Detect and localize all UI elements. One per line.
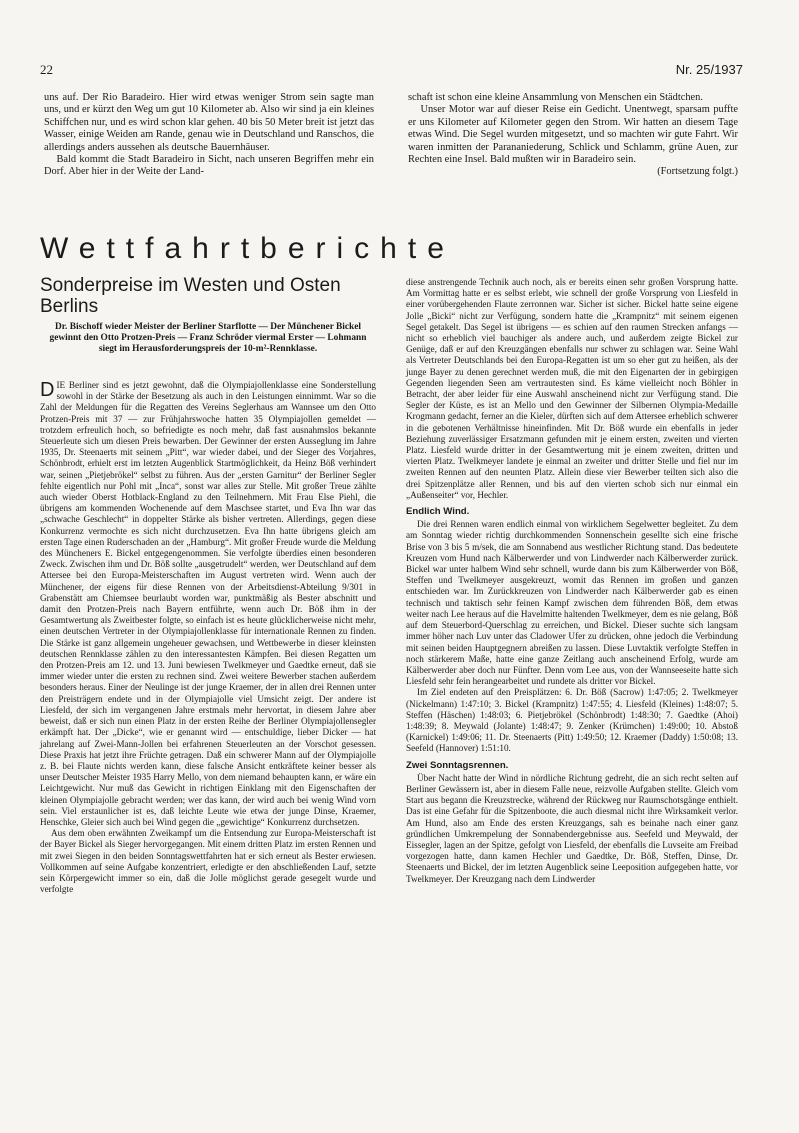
subheading-sonntagsrennen: Zwei Sonntagsrennen. <box>406 759 509 771</box>
article-lead: Dr. Bischoff wieder Meister der Berliner Starflotte — Der Münchener Bickel gewinnt den Otto Protzen-Preis — Franz Schröder viermal Erster — Lohmann siegt im Herausforderungspreis der 10-m²-Rennklasse. <box>49 322 367 355</box>
article-paragraph <box>40 380 376 828</box>
continued-right-paragraph: Unser Motor war auf dieser Reise ein Gedicht. Unentwegt, sparsam puffte er uns Kilometer auf Kilometer gegen den Strom. Wir hatten an diesem Tage etwas Wind. Die Segel wurden mitgesetzt, und so machten wir gute Fahrt. Wir waren inmitten der Parananiederung, Schlick und Schlamm, grüne Auen, zur Rechten eine Insel. Bald mußten wir in Baradeiro sein. <box>408 104 738 166</box>
article-paragraph: diese anstrengende Technik auch noch, als er bereits einen sehr großen Vorsprung hatte. Am Vormittag hatte er es selbst erlebt, wie schnell der große Vorsprung von Liesfeld in einer vorübergehenden Flaute zerronnen war. Sicher ist sicher. Bickel hatte seine eigene Jolle „Bicki“ nicht zur Verfügung, sondern hatte die „Krampnitz“ mit seinem eigenen Segel getakelt. Das Segel ist übrigens — es schien auf den raumen Strecken anfangs — nicht so erheblich viel bauchiger als andere auch, und außerdem zeigte Bickel zur Genüge, daß er auf den Kreuzgängen ebenfalls nur schwer zu schlagen war. Seine Wahl als Vertreter Deutschlands bei den Europa-Regatten ist um so eher gut zu heißen, als der junge Bayer zu denen gerechnet werden muß, die mit den Eigenarten der in gebirgigen Gegenden liegenden Seen am vertrautesten sind. Es käme vielleicht noch Böhler in Betracht, der aber leider für eine Auswahl anscheinend nicht zur Verfügung stand. Die Segler der Küste, es ist an Mello und den Gewinner der Silbernen Olympia-Medaille Krogmann gedacht, ferner an die Kieler, dürften sich auf dem Attersee erheblich schwerer in die gebotenen Verhältnisse hineinfinden. Mit Dr. Böß wurde ein ebenfalls in jeder Beziehung zuverlässiger Ersatzmann gefunden mit je einem ersten, zweiten und vierten Platz. Liesfeld wurde dritter in der Gesamtwertung mit je einem zweiten, dritten und vierten Platz. Twelkmeyer landete je einmal an zweiter und dritter Stelle und fiel nur im zweiten Rennen auf den neunten Platz. Allein diese vier Bewerber teilten sich also die drei Spitzenplätze aller Rennen, und bis auf den vierten schob sich nur einmal ein „Außenseiter“ vor, Hechler. <box>406 277 738 500</box>
subheading-endlich-wind: Endlich Wind. <box>406 506 470 518</box>
continued-right-paragraph: schaft ist schon eine kleine Ansammlung von Menschen ein Städtchen. <box>408 92 703 103</box>
continued-left-column <box>44 92 374 179</box>
article-paragraph: Die drei Rennen waren endlich einmal von wirklichem Segelwetter begleitet. Zu dem am Sonntag wieder richtig durchkommenden Sonnenschein gesellte sich eine frische Brise von 3 bis 5 m/sek, die am Sonnabend aus westlicher Richtung stand. Das bedeutete Kreuzen vom Hund nach Kälberwerder und von Lindwerder nach Kälberwerder zurück. Bickel war unter halbem Wind sehr schnell, wurde dann bis zum Kälberwerder von Böß, Steffen und Twelkmeyer ausgekreuzt, womit das Rennen im großen und ganzen entschieden war. Im Zurückkreuzen von Lindwerder nach Kälberwerder gab es einen technisch und taktisch sehr feinen Kampf zwischen dem führenden Böß, dem etwas weiter nach Lee heraus auf die Havelmitte haltenden Twelkmeyer, dem es nie gelang, Böß auf dem Steuerbord-Querschlag zu erreichen, und Bickel. Dieser suchte sich langsam immer höher nach Luv unter das Cladower Ufer zu drücken, ohne jedoch die Verbindung mit seinen beiden Hauptgegnern abreißen zu lassen. Diese Luvtaktik verfolgte Steffen in noch stärkerem Maße, hatte eine ganze Zeitlang auch anscheinend Erfolg, wurde am Kälberwerder aber doch nur Fünfter. Denn vom Lee aus, von der Wannseeseite hatte sich Liesfeld sehr fein herangearbeitet und rundete als dritter vor Bickel. <box>406 519 738 687</box>
results-paragraph: Im Ziel endeten auf den Preisplätzen: 6. Dr. Böß (Sacrow) 1:47:05; 2. Twelkmeyer (Nickelmann) 1:47:10; 3. Bickel (Krampnitz) 1:47:55; 4. Liesfeld (Kleines) 1:48:07; 5. Steffen (Häschen) 1:48:03; 6. Pietjebrökel (Schönbrodt) 1:48:30; 7. Gaedtke (Ahoi) 1:48:39; 8. Meywald (Jolante) 1:48:47; 9. Zenker (Krümchen) 1:49:00; 10. Abstoß (Karnickel) 1:49:06; 11. Dr. Steenaerts (Pitt) 1:49:50; 12. Kraemer (Daddy) 1:50:08; 13. Seefeld (Hannover) 1:51:10. <box>406 687 738 754</box>
article-paragraph: Über Nacht hatte der Wind in nördliche Richtung gedreht, die an sich recht selten auf Berliner Gewässern ist, aber in diesem Falle neue, reizvolle Aufgaben stellte. Gleich vom Start aus begann die Kreuzstrecke, während der Rückweg nur Raumschotsgänge enthielt. Das ist eine Gefahr für die Spitzenboote, die auch diesmal nicht ihre Wirksamkeit verlor. Am Hund, also am Ende des ersten Kreuzgangs, sah es beinahe nach einer ganz gründlichen Umkrempelung der Sonnabendergebnisse aus. Seefeld und Meywald, der Eissegler, lagen an der Spitze, gefolgt von Liesfeld, der ebenfalls die Luvseite am Freibad vorgezogen hatte, dann kamen Hechler und Gaedtke, Dr. Böß, Steffen, Dinse, Dr. Steenaerts und Bickel, der im letzten Augenblick seine Leeposition aufgegeben hatte, vor Twelkmeyer. Der Kreuzgang nach dem Lindwerder <box>406 772 738 884</box>
continued-right-column <box>408 92 738 179</box>
article-title: Sonderpreise im Westen und Osten Berlins <box>40 275 341 317</box>
continued-left-paragraph: Bald kommt die Stadt Baradeiro in Sicht, nach unseren Begriffen mehr ein Dorf. Aber hier in der Weite der Land- <box>44 154 374 178</box>
continued-left-paragraph: uns auf. Der Rio Baradeiro. Hier wird etwas weniger Strom sein sagte man uns, und er kürzt den Weg um gut 10 Kilometer ab. Also wir sind ja ein kleines Schiffchen nur, und es wird schon klar gehen. 40 bis 50 Meter breit ist jetzt das Wasser, einige Weiden am Rande, genau wie in Deutschland und Ranschos, die allerdings anders aussehen als deutsche Bauernhäuser. <box>44 92 374 153</box>
article-paragraph: Aus dem oben erwähnten Zweikampf um die Entsendung zur Europa-Meisterschaft ist der Bayer Bickel als Sieger hervorgegangen. Mit einem dritten Platz im ersten Rennen und mit zwei Siegen in den beiden Sonntagswettfahrten hat er sich erneut als Bester erwiesen. Vollkommen auf seine Aufgabe konzentriert, erledigte er den abschließenden Lauf, setzte sein Körpergewicht immer so ein, daß die Jolle möglichst gerade gesegelt wurde und verfolgte <box>40 828 376 895</box>
issue-number: Nr. 25/1937 <box>675 62 743 77</box>
article-paragraph-text: IE Berliner sind es jetzt gewohnt, daß die Olympiajollenklasse eine Sonderstellung sowohl in der Stärke der Besetzung als auch in den Leistungen einnimmt. War so die Zahl der Meldungen für die Regatten des Vereins Seglerhaus am Wannsee um den Otto Protzen-Preis mit 37 — zur Frühjahrswoche hatten 35 Olympiajollen gemeldet — trotzdem erfreulich hoch, so befriedigte es noch mehr, daß fast ausnahmslos bekannte Steuerleute sich um diesen Preis bewarben. Der Gewinner der ersten Ausseglung im Jahre 1935, Dr. Steenaerts mit seinem „Pitt“, war wieder dabei, und der Sieger des Vorjahres, Schönbrodt, erhielt erst im letzten Augenblick Startmöglichkeit, da Heinz Böß verhindert war, seinen „Pietjebrökel“ selbst zu führen. Aus der „ersten Garnitur“ der Berliner Segler fehlte eigentlich nur Pohl mit „Inca“, sonst war alles zur Stelle. Mit großer Treue zählte auch wieder Oberst Hotblack-England zu den Teilnehmern. Mit Frau Else Piehl, die übrigens am kommenden Wochenende auf dem Maschsee startet, und Eva Ihn war das „schwache Geschlecht“ in doppelter Stärke als bisher vertreten. Allerdings, gegen diese Konkurrenz vermochte es sich nicht durchzusetzen. Eva Ihn hatte übrigens gleich am ersten Tage einen Ruderschaden an der „Hamburg“. Mit großer Freude wurde die Meldung des Müncheners E. Bickel entgegengenommen. Sie verfolgte überdies einen besonderen Zweck. Zwischen ihm und Dr. Böß sollte „ausgetrudelt“ werden, wer Deutschland auf dem Attersee bei den Europa-Meisterschaften im August vertreten wird. Wenn auch der Münchener, der eigens für diese Rennen von der Arbeitsdienst-Abteilung 9/301 in Grabenstätt am Chiemsee beurlaubt worden war, punktmäßig als Bester abschnitt und damit den Protzen-Preis nach Bayern entführte, wenn auch Dr. Böß ihm in der Gesamtwertung als Zweitbester folgte, so einfach ist es heute glücklicherweise nicht mehr, einen deutschen Vertreter in der Olympiajollenklasse für internationale Rennen zu finden. Die Stärke ist ganz allgemein ungeheuer gewachsen, und Wettbewerbe in dieser kleinsten deutschen Rennklasse zählen zu den interessantesten Kämpfen. Bei diesen Regatten um den Protzen-Preis am 12. und 13. Juni bewiesen Twelkmeyer und Gaedtke erneut, daß sie immer wieder unter die ersten zu rechnen sind. Zwei weitere Bewerber stachen außerdem besonders heraus. Einer der Neulinge ist der junge Kraemer, der in allen drei Rennen unter den Preisträgern endete und in der Olympiajolle viel Umsicht zeigt. Der andere ist Liesfeld, der sich im vergangenen Jahre erstmals mehr hervortat, in diesem Jahre aber beweist, daß er sich nun einen Platz in der ersten Reihe der Berliner Olympiajollensegler erkämpft hat. Der „Dicke“, wie er genannt wird — entschuldige, lieber Dicker — hat jahrelang auf Zwei-Mann-Jollen bei erfahrenen Steuerleuten an der Vorschot gesessen. Diese Praxis hat jetzt ihre Früchte getragen. Daß ein schwerer Mann auf der Olympiajolle z. B. bei Flaute nichts werden kann, diese falsche Ansicht entkräftete keiner besser als unser Deutscher Meister 1935 Harry Mello, von dem niemand behaupten kann, er wäre ein Leichtgewicht. Nur muß das Gewicht in richtigen Einklang mit den Eigenschaften der kleinen Olympiajolle gebracht werden; wer das kann, der wird auch bei wenig Wind vorn sein. Viel erstaunlicher ist es, daß leichte Leute wie etwa der junge Dinse, Kraemer, Henschke, Gleier sich auch bei Wind gegen die „gewichtige“ Konkurrenz durchsetzen. <box>40 380 376 827</box>
article-right-column <box>406 277 738 885</box>
page-number: 22 <box>40 62 53 77</box>
continued-footer: (Fortsetzung folgt.) <box>657 166 738 178</box>
section-title: Wettfahrtberichte <box>40 232 455 265</box>
drop-cap: D <box>40 379 55 401</box>
article-left-column <box>40 380 376 895</box>
